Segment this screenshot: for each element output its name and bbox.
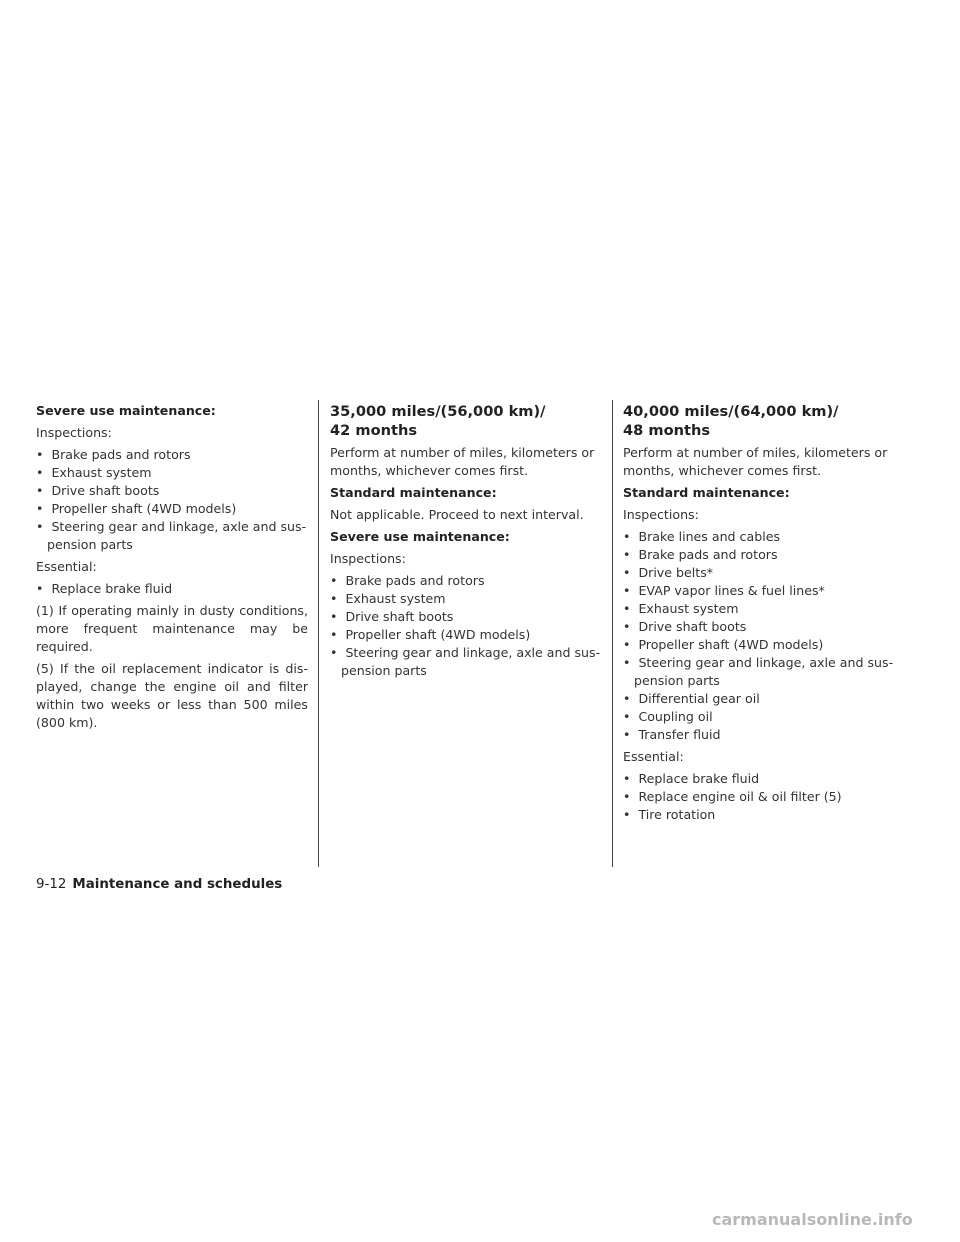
list-item: • Drive shaft boots (623, 618, 898, 636)
interval-heading-line1: 35,000 miles/(56,000 km)/ (330, 403, 546, 420)
footnote-5: (5) If the oil replacement indicator is dis- played, change the engine oil and filter within two weeks or less than 500 miles (800 km). (36, 661, 308, 730)
list-item: • Exhaust system (330, 590, 603, 608)
list-item: • Steering gear and linkage, axle and sus- pension parts (36, 518, 308, 554)
list-item: • Propeller shaft (4WD models) (36, 500, 308, 518)
interval-heading-line2: 48 months (623, 422, 711, 439)
standard-maintenance-heading: Standard maintenance: (623, 485, 790, 500)
interval-intro: Perform at number of miles, kilometers or months, whichever comes first. (623, 445, 888, 478)
interval-intro: Perform at number of miles, kilometers or months, whichever comes first. (330, 445, 595, 478)
list-item: • Drive belts* (623, 564, 898, 582)
list-item: • Replace brake fluid (623, 770, 898, 788)
inspections-label: Inspections: (330, 551, 406, 566)
list-item: • Replace brake fluid (36, 580, 308, 598)
footnote-1: (1) If operating mainly in dusty conditions, more frequent maintenance may be required. (36, 603, 308, 654)
column-divider (318, 400, 319, 867)
list-item: • Transfer fluid (623, 726, 898, 744)
column-2 (330, 402, 603, 684)
list-item: • Exhaust system (36, 464, 308, 482)
essential-label: Essential: (623, 749, 684, 764)
inspections-list (330, 572, 603, 680)
inspections-list (36, 446, 308, 554)
list-item: • Brake lines and cables (623, 528, 898, 546)
list-item: • Replace engine oil & oil filter (5) (623, 788, 898, 806)
page-footer (36, 877, 282, 892)
list-item: • Steering gear and linkage, axle and sus- pension parts (623, 654, 898, 690)
list-item: • Brake pads and rotors (330, 572, 603, 590)
list-item: • Exhaust system (623, 600, 898, 618)
interval-heading (623, 402, 898, 440)
interval-heading-line2: 42 months (330, 422, 418, 439)
section-title: Maintenance and schedules (72, 877, 283, 892)
inspections-label: Inspections: (36, 425, 112, 440)
standard-maintenance-heading: Standard maintenance: (330, 485, 497, 500)
essential-label: Essential: (36, 559, 97, 574)
list-item: • Steering gear and linkage, axle and sus- pension parts (330, 644, 603, 680)
list-item: • Propeller shaft (4WD models) (330, 626, 603, 644)
severe-maintenance-heading: Severe use maintenance: (330, 529, 510, 544)
column-3 (623, 402, 898, 828)
interval-heading (330, 402, 603, 440)
standard-maintenance-text: Not applicable. Proceed to next interval. (330, 507, 584, 522)
essential-list (36, 580, 308, 598)
column-1 (36, 402, 308, 736)
list-item: • Differential gear oil (623, 690, 898, 708)
list-item: • Brake pads and rotors (623, 546, 898, 564)
severe-maintenance-heading: Severe use maintenance: (36, 403, 216, 418)
inspections-label: Inspections: (623, 507, 699, 522)
list-item: • Coupling oil (623, 708, 898, 726)
interval-heading-line1: 40,000 miles/(64,000 km)/ (623, 403, 839, 420)
list-item: • EVAP vapor lines & fuel lines* (623, 582, 898, 600)
list-item: • Brake pads and rotors (36, 446, 308, 464)
essential-list (623, 770, 898, 824)
watermark: carmanualsonline.info (712, 1210, 913, 1229)
list-item: • Propeller shaft (4WD models) (623, 636, 898, 654)
list-item: • Tire rotation (623, 806, 898, 824)
inspections-list (623, 528, 898, 744)
list-item: • Drive shaft boots (36, 482, 308, 500)
column-divider (612, 400, 613, 867)
page-number: 9-12 (36, 877, 67, 892)
list-item: • Drive shaft boots (330, 608, 603, 626)
